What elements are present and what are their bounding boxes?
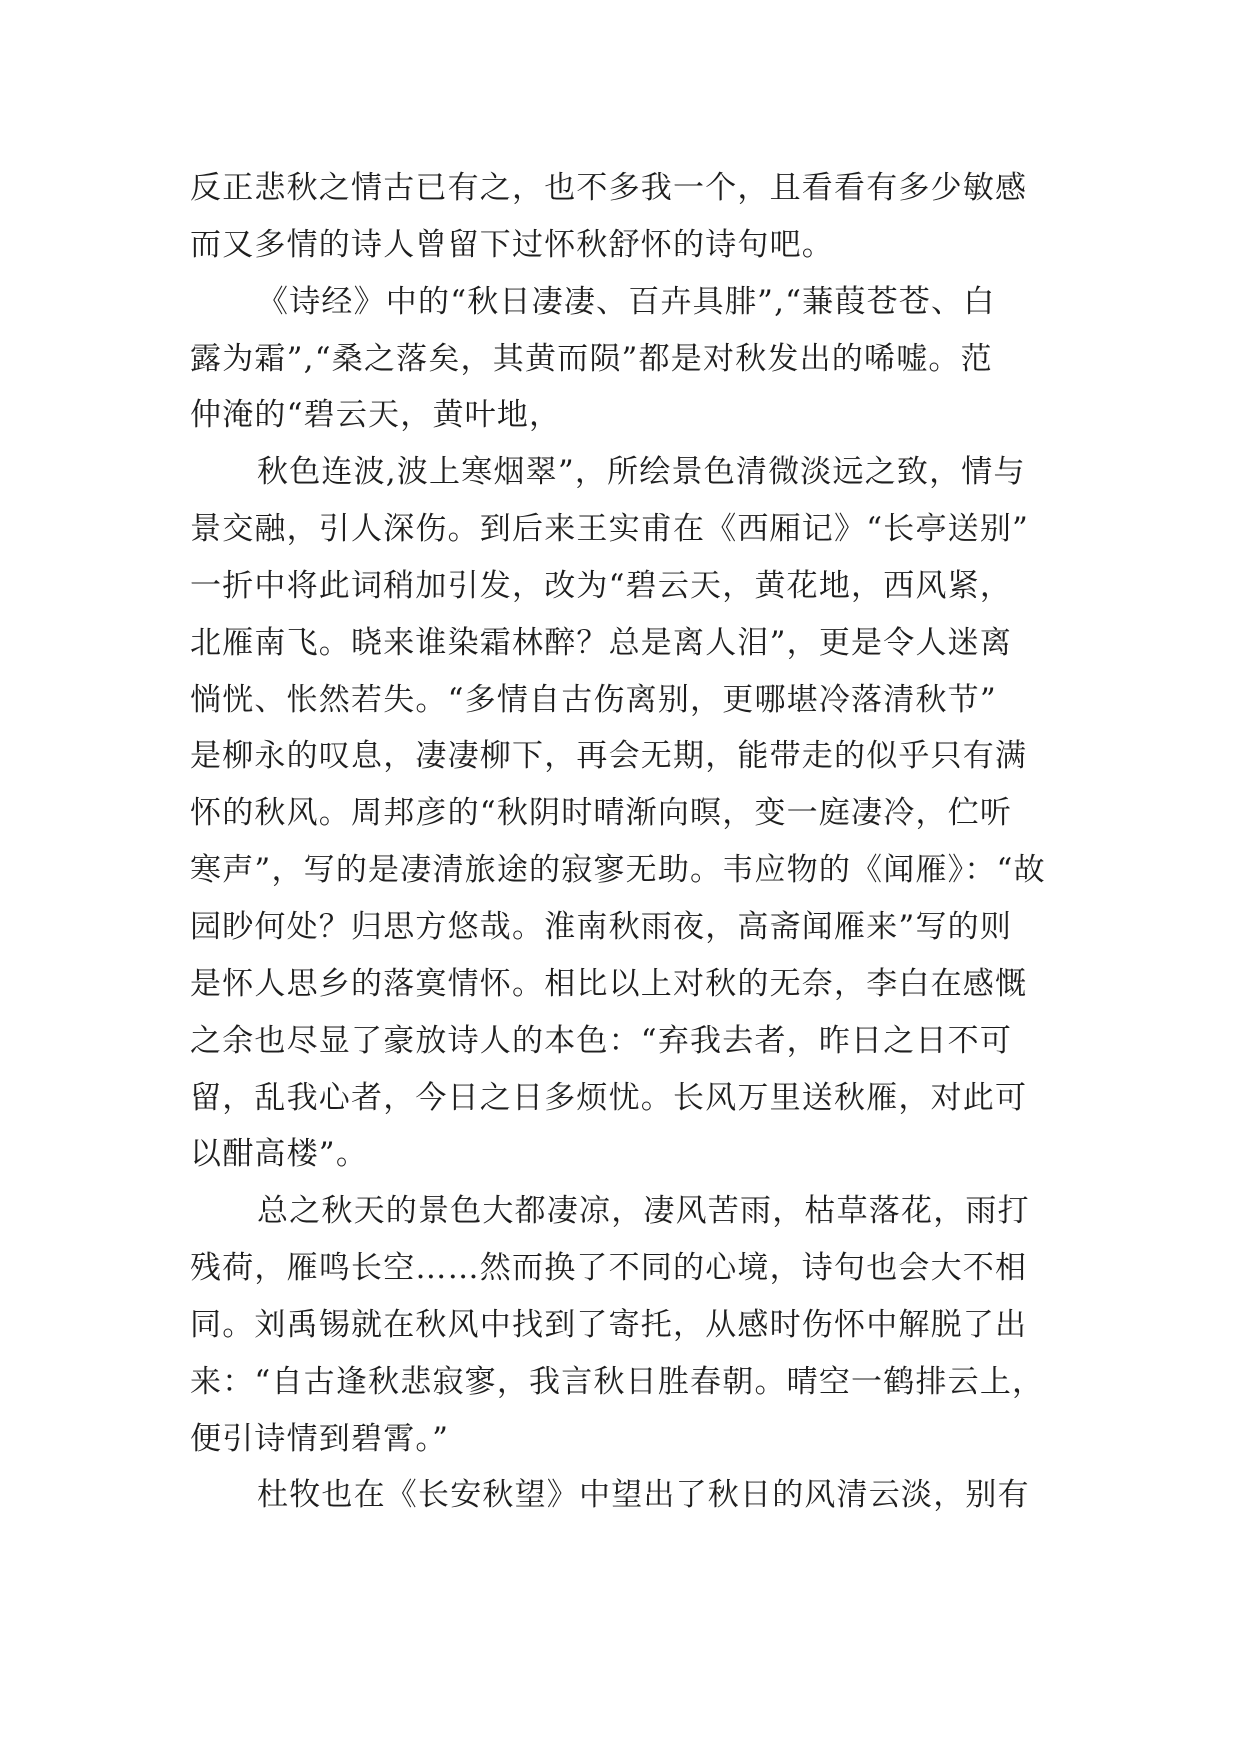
text-line-6: 秋色连波,波上寒烟翠”，所绘景色清微淡远之致，情与 [257, 454, 1026, 491]
text-line-23: 便引诗情到碧霄。” [190, 1420, 450, 1457]
text-line-7: 景交融，引人深伤。到后来王实甫在《西厢记》“长亭送别” [190, 511, 1030, 548]
text-line-20: 残荷，雁鸣长空……然而换了不同的心境，诗句也会大不相 [190, 1250, 1028, 1287]
text-line-18: 以酣高楼”。 [190, 1136, 369, 1173]
text-line-4: 露为霜”,“桑之落矣，其黄而陨”都是对秋发出的唏嘘。范 [190, 340, 993, 377]
body-text [190, 160, 1050, 1524]
text-line-24: 杜牧也在《长安秋望》中望出了秋日的风清云淡，别有 [257, 1477, 1030, 1514]
text-line-11: 是柳永的叹息，凄凄柳下，再会无期，能带走的似乎只有满 [190, 738, 1028, 775]
text-line-1: 反正悲秋之情古已有之，也不多我一个，且看看有多少敏感 [190, 170, 1028, 206]
text-line-14: 园眇何处？归思方悠哉。淮南秋雨夜，高斋闻雁来”写的则 [190, 908, 1013, 945]
text-line-2: 而又多情的诗人曾留下过怀秋舒怀的诗句吧。 [190, 226, 834, 263]
text-line-5: 仲淹的“碧云天，黄叶地， [190, 397, 562, 434]
text-line-10: 惝恍、怅然若失。“多情自古伤离别，更哪堪冷落清秋节” [190, 681, 997, 718]
text-line-21: 同。刘禹锡就在秋风中找到了寄托，从感时伤怀中解脱了出 [190, 1306, 1028, 1343]
text-line-16: 之余也尽显了豪放诗人的本色：“弃我去者，昨日之日不可 [190, 1022, 1013, 1059]
text-line-17: 留，乱我心者，今日之日多烦忧。长风万里送秋雁，对此可 [190, 1079, 1028, 1116]
text-line-3: 《诗经》中的“秋日凄凄、百卉具腓”,“蒹葭苍苍、白 [257, 283, 996, 320]
text-line-9: 北雁南飞。晓来谁染霜林醉？总是离人泪”，更是令人迷离 [190, 624, 1013, 661]
text-line-15: 是怀人思乡的落寞情怀。相比以上对秋的无奈，李白在感慨 [190, 965, 1028, 1002]
text-line-22: 来：“自古逢秋悲寂寥，我言秋日胜春朝。晴空一鹤排云上， [190, 1363, 1045, 1400]
text-line-8: 一折中将此词稍加引发，改为“碧云天，黄花地，西风紧， [190, 567, 1013, 604]
text-line-12: 怀的秋风。周邦彦的“秋阴时晴渐向暝，变一庭凄冷，伫听 [190, 795, 1013, 832]
text-line-19: 总之秋天的景色大都凄凉，凄风苦雨，枯草落花，雨打 [257, 1193, 1030, 1230]
text-line-13: 寒声”，写的是凄清旅途的寂寥无助。韦应物的《闻雁》：“故 [190, 852, 1046, 889]
